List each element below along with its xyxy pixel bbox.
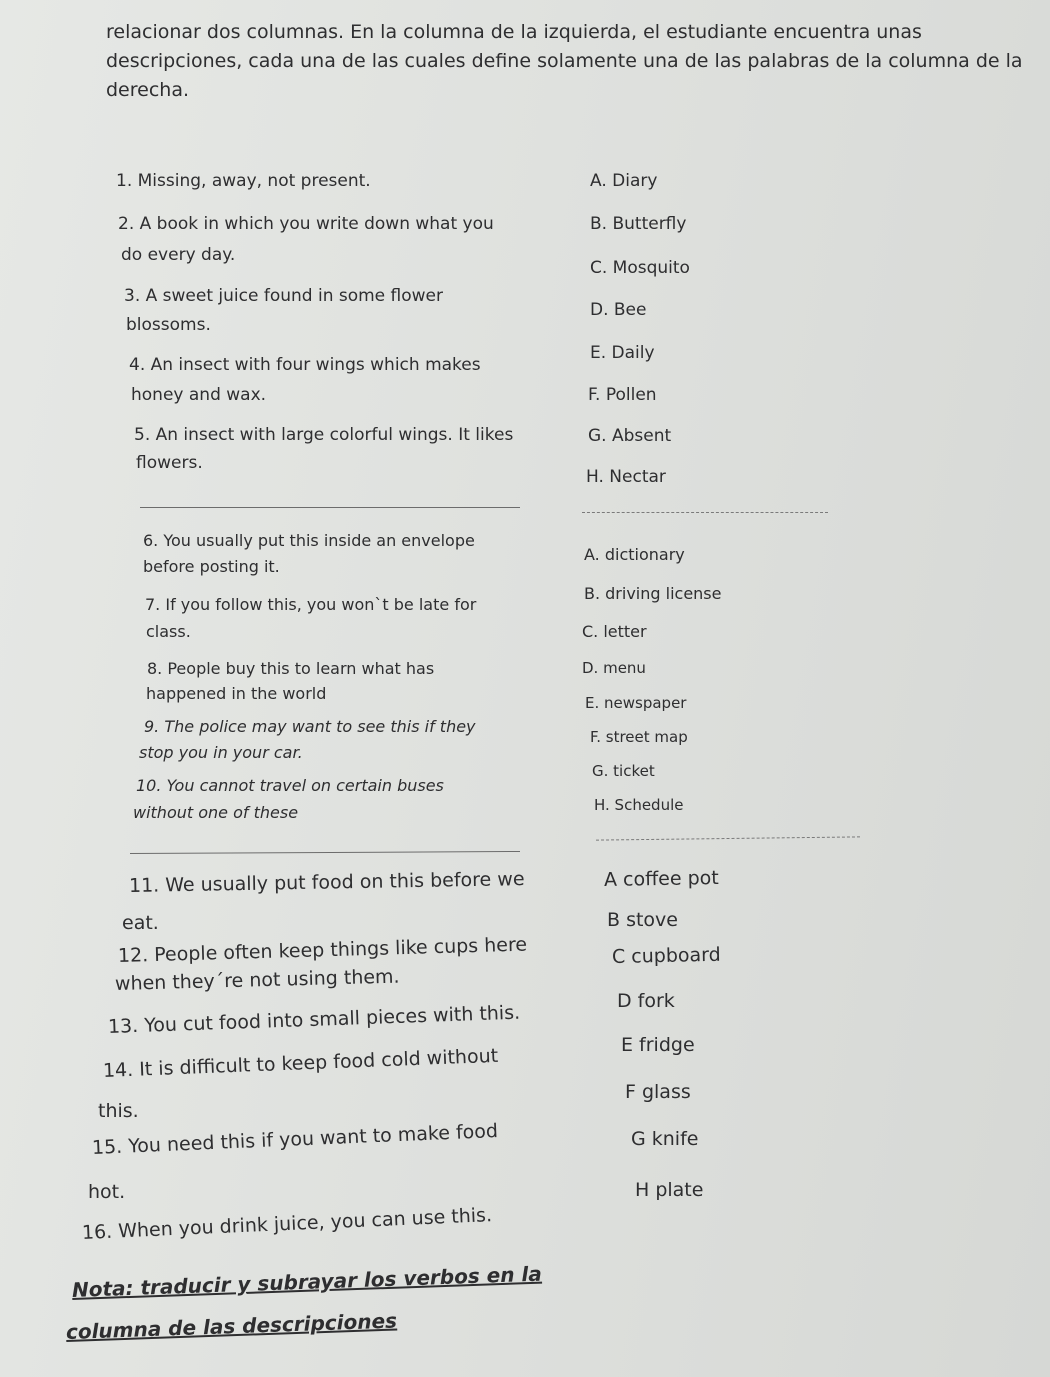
description-line: this. bbox=[98, 1100, 139, 1122]
word-option: B. Butterfly bbox=[590, 214, 687, 234]
word-option: E fridge bbox=[621, 1034, 695, 1056]
note-line: columna de las descripciones bbox=[65, 1308, 398, 1344]
word-option: E. newspaper bbox=[585, 694, 687, 712]
description-line: without one of these bbox=[133, 803, 299, 822]
description-line: eat. bbox=[122, 912, 159, 934]
description-line: flowers. bbox=[136, 453, 203, 473]
section-divider bbox=[596, 836, 860, 840]
word-option: C cupboard bbox=[611, 943, 721, 968]
description-line: class. bbox=[146, 622, 191, 641]
description-line: 9. The police may want to see this if they bbox=[144, 717, 476, 736]
description-line: 15. You need this if you want to make food bbox=[91, 1119, 499, 1159]
section-divider bbox=[582, 512, 828, 513]
description-line: 14. It is difficult to keep food cold without bbox=[102, 1044, 499, 1082]
intro-line: derecha. bbox=[106, 79, 190, 101]
word-option: E. Daily bbox=[590, 343, 655, 363]
word-option: H. Nectar bbox=[586, 467, 666, 487]
word-option: D. menu bbox=[582, 659, 646, 677]
description-line: 5. An insect with large colorful wings. It likes bbox=[134, 425, 514, 445]
word-option: F. Pollen bbox=[588, 385, 657, 405]
description-line: 4. An insect with four wings which makes bbox=[129, 355, 481, 375]
word-option: G. ticket bbox=[592, 762, 655, 780]
word-option: D fork bbox=[617, 990, 675, 1012]
section-divider bbox=[130, 851, 520, 854]
description-line: 2. A book in which you write down what you bbox=[118, 214, 494, 234]
description-line: blossoms. bbox=[126, 315, 211, 335]
word-option: D. Bee bbox=[590, 300, 647, 320]
description-line: 7. If you follow this, you won`t be late for bbox=[145, 595, 477, 614]
description-line: happened in the world bbox=[146, 684, 327, 703]
word-option: H. Schedule bbox=[594, 796, 684, 814]
word-option: A coffee pot bbox=[603, 866, 719, 891]
word-option: A. Diary bbox=[590, 171, 658, 191]
intro-line: relacionar dos columnas. En la columna de la izquierda, el estudiante encuentra unas bbox=[106, 21, 922, 43]
word-option: A. dictionary bbox=[584, 545, 685, 564]
word-option: G knife bbox=[631, 1128, 699, 1150]
word-option: F glass bbox=[625, 1081, 691, 1103]
description-line: 1. Missing, away, not present. bbox=[116, 171, 371, 191]
description-line: hot. bbox=[88, 1181, 126, 1203]
description-line: 3. A sweet juice found in some flower bbox=[124, 286, 444, 306]
description-line: honey and wax. bbox=[131, 385, 267, 405]
description-line: before posting it. bbox=[143, 557, 280, 576]
word-option: H plate bbox=[635, 1179, 704, 1201]
description-line: 8. People buy this to learn what has bbox=[147, 659, 435, 678]
description-line: 12. People often keep things like cups here bbox=[117, 933, 528, 967]
word-option: B. driving license bbox=[584, 584, 722, 603]
intro-line: descripciones, cada una de las cuales define solamente una de las palabras de la columna de la bbox=[106, 50, 1023, 72]
description-line: stop you in your car. bbox=[139, 743, 303, 762]
word-option: C. Mosquito bbox=[590, 258, 690, 278]
description-line: when they´re not using them. bbox=[114, 965, 400, 995]
description-line: 13. You cut food into small pieces with this. bbox=[107, 1001, 521, 1038]
description-line: do every day. bbox=[121, 245, 236, 265]
description-line: 10. You cannot travel on certain buses bbox=[136, 776, 444, 795]
note-line: Nota: traducir y subrayar los verbos en la bbox=[71, 1261, 543, 1302]
description-line: 11. We usually put food on this before we bbox=[128, 868, 525, 897]
word-option: F. street map bbox=[590, 728, 688, 746]
word-option: C. letter bbox=[582, 622, 647, 641]
word-option: B stove bbox=[607, 909, 678, 931]
word-option: G. Absent bbox=[588, 426, 672, 446]
description-line: 6. You usually put this inside an envelope bbox=[143, 531, 475, 550]
description-line: 16. When you drink juice, you can use this. bbox=[81, 1204, 493, 1244]
section-divider bbox=[140, 507, 520, 508]
